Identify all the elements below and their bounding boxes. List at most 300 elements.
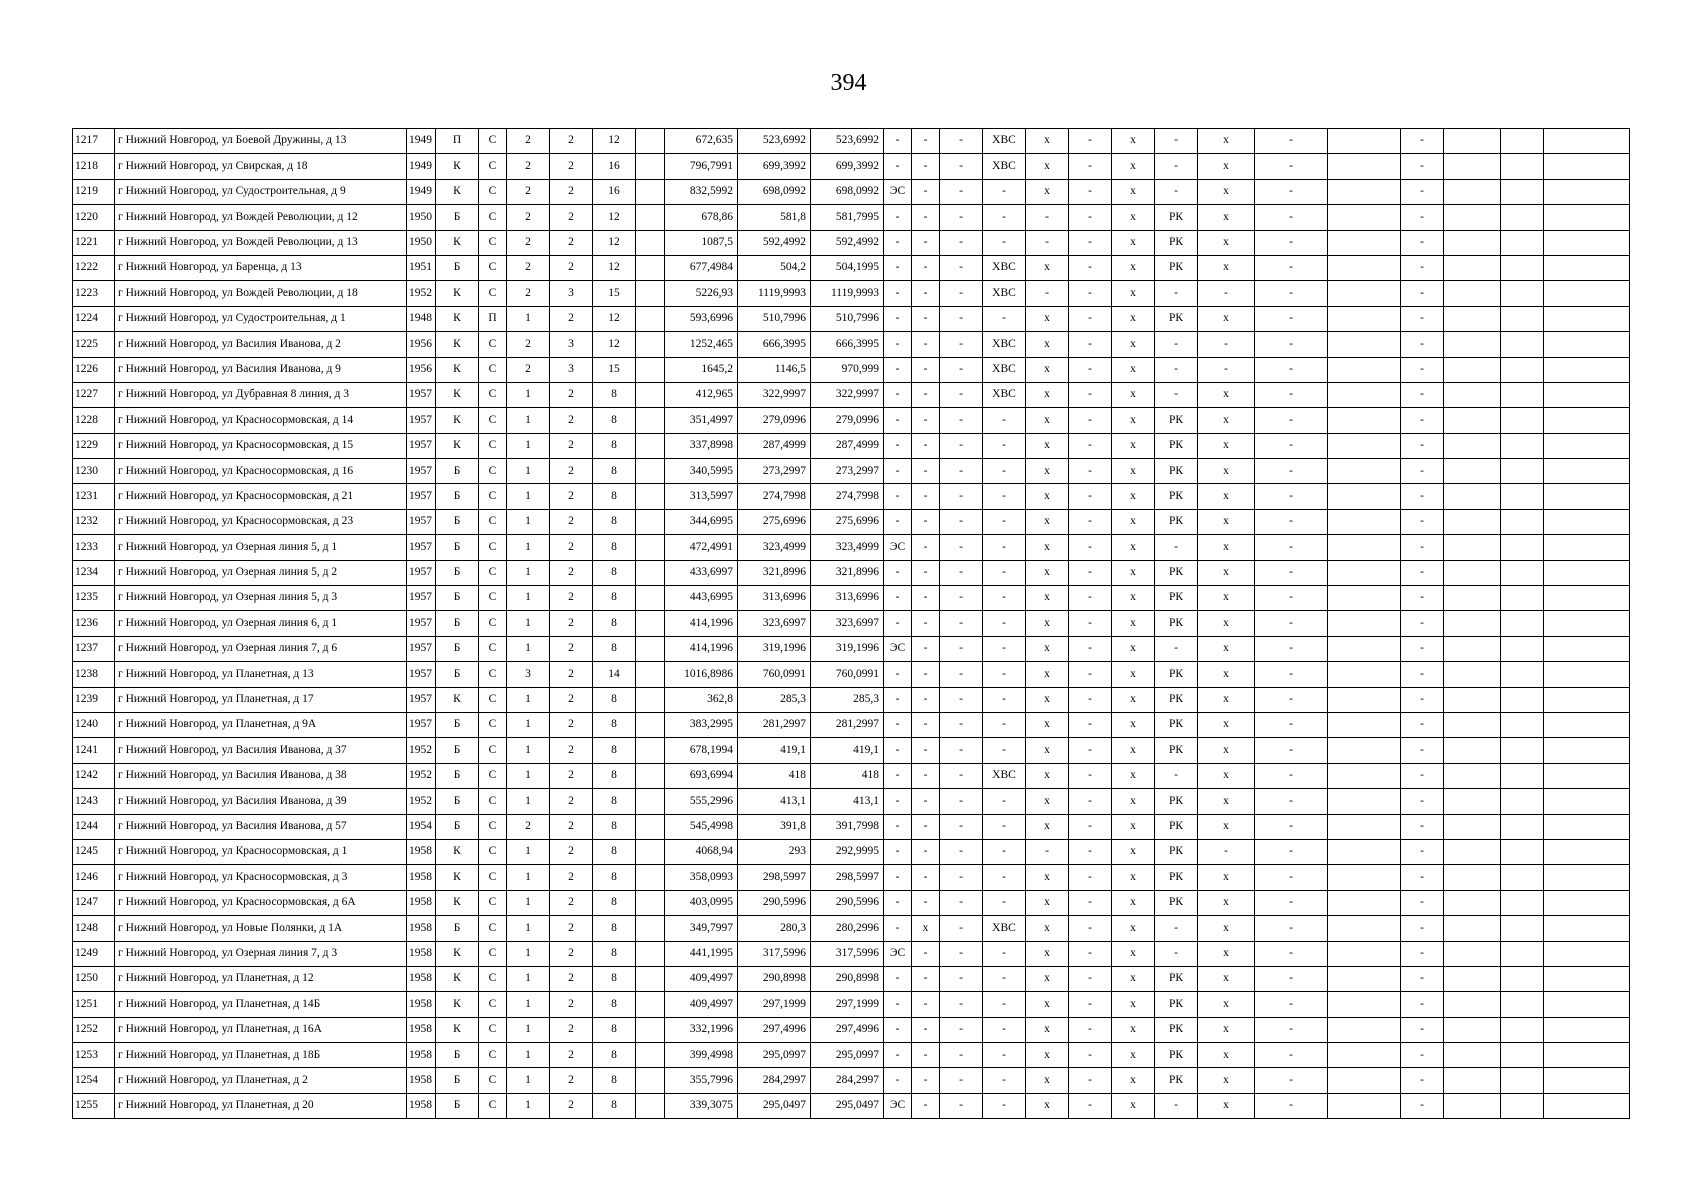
cell-util-2: - [912, 1017, 940, 1042]
cell-util-15 [1544, 738, 1630, 763]
cell-util-4: - [983, 306, 1026, 331]
cell-util-7: х [1112, 535, 1155, 560]
cell-util-15 [1544, 586, 1630, 611]
cell-util-12: - [1401, 890, 1444, 915]
cell-residential-area: 313,6996 [811, 586, 884, 611]
cell-util-3: - [940, 839, 983, 864]
cell-year: 1957 [407, 509, 436, 534]
cell-util-10: - [1255, 865, 1328, 890]
cell-total-area: 344,6995 [665, 509, 738, 534]
cell-total-area: 832,5992 [665, 179, 738, 204]
cell-util-11 [1328, 205, 1401, 230]
cell-address: г Нижний Новгород, ул Красносормовская, д 6А [115, 890, 407, 915]
cell-wall-material: К [436, 408, 479, 433]
cell-util-8: РК [1155, 890, 1198, 915]
cell-util-9: х [1198, 382, 1255, 407]
cell-util-10: - [1255, 1093, 1328, 1118]
cell-util-9: х [1198, 560, 1255, 585]
cell-living-area: 297,4996 [738, 1017, 811, 1042]
cell-util-5: х [1026, 459, 1069, 484]
cell-year: 1957 [407, 382, 436, 407]
cell-entrances: 2 [550, 484, 593, 509]
cell-util-5: х [1026, 890, 1069, 915]
cell-util-13 [1444, 281, 1501, 306]
cell-util-15 [1544, 966, 1630, 991]
cell-year: 1954 [407, 814, 436, 839]
cell-type: С [479, 789, 507, 814]
table-row [73, 459, 1630, 484]
cell-util-7: х [1112, 509, 1155, 534]
cell-living-area: 698,0992 [738, 179, 811, 204]
cell-reserved [636, 916, 665, 941]
cell-residential-area: 666,3995 [811, 332, 884, 357]
cell-floors-or-sections: 1 [507, 408, 550, 433]
cell-address: г Нижний Новгород, ул Планетная, д 18Б [115, 1043, 407, 1068]
cell-util-14 [1501, 1093, 1544, 1118]
cell-type: С [479, 738, 507, 763]
cell-type: С [479, 179, 507, 204]
cell-living-area: 290,5996 [738, 890, 811, 915]
cell-util-12: - [1401, 205, 1444, 230]
cell-util-15 [1544, 1017, 1630, 1042]
cell-util-1: - [884, 763, 912, 788]
cell-util-14 [1501, 560, 1544, 585]
cell-util-3: - [940, 281, 983, 306]
cell-util-4: - [983, 941, 1026, 966]
cell-util-7: х [1112, 636, 1155, 661]
cell-util-3: - [940, 306, 983, 331]
cell-util-6: - [1069, 586, 1112, 611]
cell-util-10: - [1255, 154, 1328, 179]
cell-record-number: 1241 [73, 738, 115, 763]
cell-year: 1949 [407, 129, 436, 154]
table-row [73, 129, 1630, 154]
table-row [73, 535, 1630, 560]
cell-type: С [479, 839, 507, 864]
cell-util-2: - [912, 865, 940, 890]
cell-util-2: - [912, 255, 940, 280]
cell-util-4: - [983, 712, 1026, 737]
cell-util-1: - [884, 916, 912, 941]
cell-util-7: х [1112, 1068, 1155, 1093]
cell-util-10: - [1255, 306, 1328, 331]
cell-apartments: 8 [593, 1017, 636, 1042]
table-row [73, 1017, 1630, 1042]
table-row [73, 154, 1630, 179]
cell-year: 1957 [407, 687, 436, 712]
cell-year: 1958 [407, 1093, 436, 1118]
cell-util-3: - [940, 535, 983, 560]
cell-apartments: 8 [593, 484, 636, 509]
cell-util-12: - [1401, 509, 1444, 534]
cell-util-5: х [1026, 611, 1069, 636]
cell-util-10: - [1255, 179, 1328, 204]
table-row [73, 839, 1630, 864]
cell-address: г Нижний Новгород, ул Планетная, д 2 [115, 1068, 407, 1093]
cell-floors-or-sections: 1 [507, 433, 550, 458]
cell-total-area: 443,6995 [665, 586, 738, 611]
cell-util-2: - [912, 636, 940, 661]
cell-util-4: - [983, 408, 1026, 433]
cell-util-7: х [1112, 459, 1155, 484]
cell-util-13 [1444, 586, 1501, 611]
cell-record-number: 1252 [73, 1017, 115, 1042]
cell-util-5: - [1026, 205, 1069, 230]
cell-util-6: - [1069, 916, 1112, 941]
cell-util-8: РК [1155, 1043, 1198, 1068]
cell-living-area: 273,2997 [738, 459, 811, 484]
cell-living-area: 313,6996 [738, 586, 811, 611]
cell-wall-material: К [436, 382, 479, 407]
cell-util-14 [1501, 154, 1544, 179]
cell-util-2: - [912, 230, 940, 255]
cell-util-2: х [912, 916, 940, 941]
cell-record-number: 1229 [73, 433, 115, 458]
cell-util-8: РК [1155, 586, 1198, 611]
cell-floors-or-sections: 1 [507, 941, 550, 966]
cell-util-3: - [940, 789, 983, 814]
cell-util-7: х [1112, 433, 1155, 458]
cell-apartments: 14 [593, 662, 636, 687]
cell-util-6: - [1069, 662, 1112, 687]
table-row [73, 281, 1630, 306]
cell-util-15 [1544, 484, 1630, 509]
cell-record-number: 1230 [73, 459, 115, 484]
cell-util-8: РК [1155, 814, 1198, 839]
cell-util-11 [1328, 992, 1401, 1017]
cell-floors-or-sections: 1 [507, 789, 550, 814]
cell-total-area: 1252,465 [665, 332, 738, 357]
cell-reserved [636, 281, 665, 306]
cell-util-2: - [912, 662, 940, 687]
cell-wall-material: К [436, 306, 479, 331]
cell-floors-or-sections: 1 [507, 916, 550, 941]
cell-wall-material: Б [436, 586, 479, 611]
cell-util-12: - [1401, 789, 1444, 814]
cell-util-4: - [983, 1093, 1026, 1118]
cell-util-7: х [1112, 738, 1155, 763]
cell-entrances: 2 [550, 763, 593, 788]
cell-util-14 [1501, 179, 1544, 204]
table-row [73, 890, 1630, 915]
cell-floors-or-sections: 1 [507, 636, 550, 661]
cell-util-14 [1501, 255, 1544, 280]
cell-util-2: - [912, 179, 940, 204]
cell-util-3: - [940, 1093, 983, 1118]
cell-entrances: 2 [550, 865, 593, 890]
cell-util-13 [1444, 357, 1501, 382]
cell-util-13 [1444, 738, 1501, 763]
cell-util-5: х [1026, 662, 1069, 687]
cell-util-7: х [1112, 408, 1155, 433]
cell-living-area: 317,5996 [738, 941, 811, 966]
cell-entrances: 3 [550, 281, 593, 306]
cell-util-3: - [940, 966, 983, 991]
cell-wall-material: П [436, 129, 479, 154]
cell-util-6: - [1069, 179, 1112, 204]
cell-util-14 [1501, 1068, 1544, 1093]
cell-entrances: 2 [550, 992, 593, 1017]
cell-type: С [479, 941, 507, 966]
cell-record-number: 1228 [73, 408, 115, 433]
cell-floors-or-sections: 1 [507, 687, 550, 712]
cell-util-4: - [983, 1068, 1026, 1093]
cell-reserved [636, 890, 665, 915]
cell-util-5: - [1026, 230, 1069, 255]
cell-year: 1957 [407, 459, 436, 484]
cell-util-12: - [1401, 814, 1444, 839]
cell-floors-or-sections: 1 [507, 966, 550, 991]
cell-wall-material: К [436, 687, 479, 712]
cell-record-number: 1226 [73, 357, 115, 382]
cell-record-number: 1255 [73, 1093, 115, 1118]
cell-living-area: 418 [738, 763, 811, 788]
cell-total-area: 414,1996 [665, 611, 738, 636]
cell-util-5: х [1026, 433, 1069, 458]
cell-wall-material: Б [436, 814, 479, 839]
cell-util-1: - [884, 814, 912, 839]
cell-living-area: 319,1996 [738, 636, 811, 661]
cell-address: г Нижний Новгород, ул Озерная линия 5, д 2 [115, 560, 407, 585]
page-number: 394 [830, 70, 867, 96]
cell-util-14 [1501, 839, 1544, 864]
cell-address: г Нижний Новгород, ул Новые Полянки, д 1А [115, 916, 407, 941]
cell-util-13 [1444, 179, 1501, 204]
cell-util-2: - [912, 306, 940, 331]
cell-residential-area: 760,0991 [811, 662, 884, 687]
cell-util-10: - [1255, 636, 1328, 661]
cell-apartments: 8 [593, 535, 636, 560]
cell-util-11 [1328, 306, 1401, 331]
cell-total-area: 383,2995 [665, 712, 738, 737]
cell-util-12: - [1401, 154, 1444, 179]
cell-living-area: 504,2 [738, 255, 811, 280]
cell-address: г Нижний Новгород, ул Свирская, д 18 [115, 154, 407, 179]
cell-year: 1957 [407, 433, 436, 458]
cell-util-14 [1501, 941, 1544, 966]
cell-util-15 [1544, 129, 1630, 154]
cell-address: г Нижний Новгород, ул Красносормовская, д 1 [115, 839, 407, 864]
cell-util-9: х [1198, 814, 1255, 839]
cell-total-area: 1016,8986 [665, 662, 738, 687]
cell-util-14 [1501, 586, 1544, 611]
cell-util-8: - [1155, 1093, 1198, 1118]
cell-util-10: - [1255, 382, 1328, 407]
cell-util-6: - [1069, 459, 1112, 484]
cell-util-3: - [940, 560, 983, 585]
cell-floors-or-sections: 1 [507, 839, 550, 864]
cell-util-3: - [940, 586, 983, 611]
cell-util-9: х [1198, 712, 1255, 737]
cell-util-12: - [1401, 1093, 1444, 1118]
cell-wall-material: Б [436, 738, 479, 763]
cell-util-15 [1544, 535, 1630, 560]
cell-util-13 [1444, 890, 1501, 915]
cell-year: 1958 [407, 1068, 436, 1093]
cell-address: г Нижний Новгород, ул Дубравная 8 линия, д 3 [115, 382, 407, 407]
cell-reserved [636, 560, 665, 585]
cell-util-15 [1544, 814, 1630, 839]
cell-util-3: - [940, 814, 983, 839]
cell-type: С [479, 332, 507, 357]
cell-util-7: х [1112, 789, 1155, 814]
cell-apartments: 8 [593, 611, 636, 636]
cell-util-12: - [1401, 941, 1444, 966]
cell-wall-material: К [436, 839, 479, 864]
cell-year: 1956 [407, 357, 436, 382]
cell-util-15 [1544, 763, 1630, 788]
table-row [73, 332, 1630, 357]
cell-util-15 [1544, 687, 1630, 712]
cell-apartments: 8 [593, 814, 636, 839]
cell-util-6: - [1069, 814, 1112, 839]
cell-util-3: - [940, 433, 983, 458]
cell-record-number: 1232 [73, 509, 115, 534]
cell-apartments: 15 [593, 281, 636, 306]
table-row [73, 1068, 1630, 1093]
cell-address: г Нижний Новгород, ул Озерная линия 7, д 6 [115, 636, 407, 661]
cell-total-area: 414,1996 [665, 636, 738, 661]
cell-util-10: - [1255, 687, 1328, 712]
cell-util-2: - [912, 382, 940, 407]
cell-entrances: 2 [550, 154, 593, 179]
cell-residential-area: 391,7998 [811, 814, 884, 839]
cell-util-8: - [1155, 636, 1198, 661]
cell-type: С [479, 1068, 507, 1093]
cell-util-14 [1501, 611, 1544, 636]
cell-util-2: - [912, 763, 940, 788]
cell-apartments: 8 [593, 763, 636, 788]
cell-total-area: 409,4997 [665, 966, 738, 991]
cell-wall-material: Б [436, 763, 479, 788]
cell-wall-material: Б [436, 255, 479, 280]
cell-apartments: 8 [593, 738, 636, 763]
cell-entrances: 2 [550, 1068, 593, 1093]
cell-year: 1957 [407, 611, 436, 636]
cell-reserved [636, 839, 665, 864]
cell-util-11 [1328, 687, 1401, 712]
cell-util-8: РК [1155, 459, 1198, 484]
cell-residential-area: 290,8998 [811, 966, 884, 991]
cell-util-6: - [1069, 509, 1112, 534]
cell-util-7: х [1112, 306, 1155, 331]
cell-year: 1958 [407, 916, 436, 941]
cell-util-11 [1328, 662, 1401, 687]
table-row [73, 484, 1630, 509]
cell-util-10: - [1255, 281, 1328, 306]
cell-util-13 [1444, 789, 1501, 814]
cell-util-6: - [1069, 789, 1112, 814]
cell-util-15 [1544, 382, 1630, 407]
cell-util-7: х [1112, 357, 1155, 382]
cell-util-2: - [912, 484, 940, 509]
cell-wall-material: Б [436, 560, 479, 585]
cell-util-5: х [1026, 992, 1069, 1017]
cell-residential-area: 281,2997 [811, 712, 884, 737]
cell-util-11 [1328, 382, 1401, 407]
cell-util-13 [1444, 1068, 1501, 1093]
cell-util-6: - [1069, 611, 1112, 636]
cell-residential-area: 323,4999 [811, 535, 884, 560]
cell-util-4: - [983, 738, 1026, 763]
cell-util-10: - [1255, 1017, 1328, 1042]
cell-util-13 [1444, 1017, 1501, 1042]
cell-apartments: 8 [593, 992, 636, 1017]
cell-total-area: 433,6997 [665, 560, 738, 585]
cell-util-10: - [1255, 916, 1328, 941]
cell-util-6: - [1069, 636, 1112, 661]
cell-entrances: 2 [550, 586, 593, 611]
cell-util-3: - [940, 382, 983, 407]
cell-util-6: - [1069, 306, 1112, 331]
cell-util-13 [1444, 865, 1501, 890]
cell-util-3: - [940, 611, 983, 636]
cell-reserved [636, 408, 665, 433]
cell-util-3: - [940, 916, 983, 941]
cell-util-2: - [912, 281, 940, 306]
cell-util-2: - [912, 535, 940, 560]
cell-address: г Нижний Новгород, ул Планетная, д 17 [115, 687, 407, 712]
cell-util-2: - [912, 357, 940, 382]
cell-util-4: - [983, 205, 1026, 230]
cell-total-area: 593,6996 [665, 306, 738, 331]
cell-util-8: РК [1155, 205, 1198, 230]
cell-living-area: 419,1 [738, 738, 811, 763]
cell-residential-area: 317,5996 [811, 941, 884, 966]
cell-util-2: - [912, 611, 940, 636]
cell-util-1: - [884, 586, 912, 611]
cell-util-8: РК [1155, 1017, 1198, 1042]
cell-type: С [479, 611, 507, 636]
cell-util-1: - [884, 408, 912, 433]
cell-address: г Нижний Новгород, ул Озерная линия 5, д 3 [115, 586, 407, 611]
cell-util-2: - [912, 738, 940, 763]
cell-util-5: х [1026, 941, 1069, 966]
cell-util-7: х [1112, 687, 1155, 712]
cell-type: С [479, 433, 507, 458]
cell-record-number: 1227 [73, 382, 115, 407]
cell-util-11 [1328, 789, 1401, 814]
cell-util-14 [1501, 687, 1544, 712]
table-row [73, 763, 1630, 788]
cell-address: г Нижний Новгород, ул Баренца, д 13 [115, 255, 407, 280]
cell-address: г Нижний Новгород, ул Вождей Революции, д 12 [115, 205, 407, 230]
table-row [73, 712, 1630, 737]
cell-util-14 [1501, 306, 1544, 331]
cell-util-13 [1444, 636, 1501, 661]
cell-util-11 [1328, 839, 1401, 864]
cell-util-14 [1501, 408, 1544, 433]
cell-util-4: ХВС [983, 332, 1026, 357]
cell-living-area: 295,0497 [738, 1093, 811, 1118]
cell-util-13 [1444, 763, 1501, 788]
cell-residential-area: 273,2997 [811, 459, 884, 484]
cell-util-1: ЭС [884, 535, 912, 560]
cell-util-5: х [1026, 306, 1069, 331]
cell-type: С [479, 992, 507, 1017]
cell-record-number: 1237 [73, 636, 115, 661]
cell-living-area: 284,2997 [738, 1068, 811, 1093]
cell-living-area: 323,4999 [738, 535, 811, 560]
cell-util-2: - [912, 839, 940, 864]
cell-util-15 [1544, 433, 1630, 458]
cell-util-9: х [1198, 1068, 1255, 1093]
cell-living-area: 1146,5 [738, 357, 811, 382]
cell-util-8: РК [1155, 484, 1198, 509]
cell-util-9: х [1198, 205, 1255, 230]
cell-living-area: 323,6997 [738, 611, 811, 636]
cell-util-4: - [983, 662, 1026, 687]
